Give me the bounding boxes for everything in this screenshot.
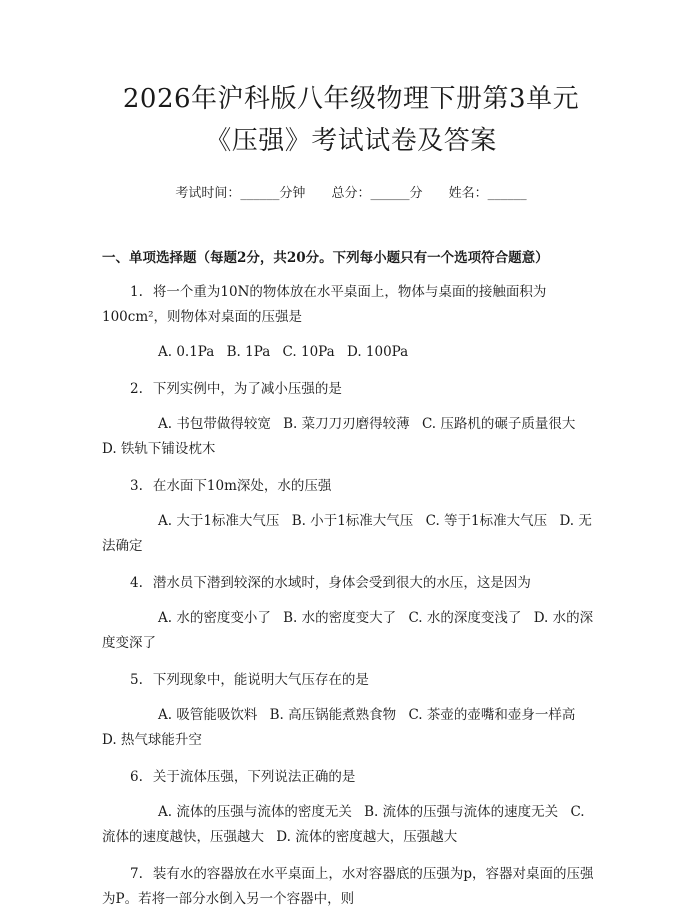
question-text: 将一个重为10N的物体放在水平桌面上，物体与桌面的接触面积为100cm²，则物体对桌面的压强是 [102, 284, 547, 325]
question-stem [102, 668, 600, 693]
question-number: 3. [130, 478, 143, 494]
name-field: 姓名：______ [448, 186, 527, 201]
question-number: 1. [130, 284, 143, 300]
total-score-field: 总分：______分 [331, 186, 423, 201]
option-b: B. 小于1标准大气压 [291, 513, 414, 529]
option-b: B. 菜刀刀刃磨得较薄 [283, 416, 410, 432]
option-b: B. 高压锅能煮熟食物 [269, 707, 397, 723]
question-list [102, 280, 600, 912]
option-a: A. 书包带做得较宽 [158, 416, 271, 432]
question-stem [102, 571, 600, 596]
question-stem [102, 280, 600, 330]
question-6 [102, 765, 600, 850]
question-text: 在水面下10m深处，水的压强 [152, 478, 332, 494]
question-1 [102, 280, 600, 365]
option-c: C. 水的深度变浅了 [408, 610, 522, 626]
option-d: D. 100Pa [346, 344, 409, 360]
option-a: A. 0.1Pa [158, 344, 215, 360]
option-b: B. 水的密度变大了 [283, 610, 397, 626]
question-options [102, 412, 600, 462]
question-stem [102, 377, 600, 402]
question-text: 潜水员下潜到较深的水域时，身体会受到很大的水压，这是因为 [152, 575, 531, 591]
option-c: C. 等于1标准大气压 [425, 513, 548, 529]
question-5 [102, 668, 600, 753]
question-number: 2. [130, 381, 143, 397]
option-d: D. 水的深度变深了 [102, 610, 594, 651]
option-d: D. 流体的密度越大，压强越大 [276, 829, 458, 845]
option-d: D. 热气球能升空 [102, 732, 202, 748]
question-number: 7. [130, 866, 143, 882]
question-options [102, 340, 600, 365]
question-number: 4. [130, 575, 143, 591]
question-text: 下列实例中，为了减小压强的是 [152, 381, 342, 397]
question-number: 6. [130, 769, 143, 785]
question-stem [102, 765, 600, 790]
option-c: C. 压路机的碾子质量很大 [421, 416, 576, 432]
option-c: C. 流体的速度越快，压强越大 [102, 804, 585, 845]
exam-time-field: 考试时间：______分钟 [175, 186, 306, 201]
option-b: B. 流体的压强与流体的速度无关 [364, 804, 559, 820]
option-a: A. 大于1标准大气压 [158, 513, 280, 529]
option-c: C. 10Pa [282, 344, 335, 360]
question-number: 5. [130, 672, 143, 688]
option-b: B. 1Pa [226, 344, 271, 360]
option-a: A. 吸管能吸饮料 [158, 707, 258, 723]
question-stem [102, 474, 600, 499]
question-4 [102, 571, 600, 656]
question-text: 装有水的容器放在水平桌面上，水对容器底的压强为p，容器对桌面的压强为P。若将一部分水倒入另一个容器中，则 [102, 866, 594, 907]
option-d: D. 铁轨下铺设枕木 [102, 441, 216, 457]
option-c: C. 茶壶的壶嘴和壶身一样高 [408, 707, 576, 723]
option-a: A. 流体的压强与流体的密度无关 [158, 804, 352, 820]
exam-info-line [102, 184, 600, 204]
question-2 [102, 377, 600, 462]
option-d: D. 无法确定 [102, 513, 592, 554]
option-a: A. 水的密度变小了 [158, 610, 271, 626]
question-options [102, 606, 600, 656]
question-3 [102, 474, 600, 559]
question-text: 下列现象中，能说明大气压存在的是 [152, 672, 369, 688]
question-text: 关于流体压强，下列说法正确的是 [152, 769, 356, 785]
question-options [102, 800, 600, 850]
question-options [102, 703, 600, 753]
document-title: 2026年沪科版八年级物理下册第3单元《压强》考试试卷及答案 [122, 84, 580, 156]
question-options [102, 509, 600, 559]
section-heading: 一、单项选择题（每题2分，共20分。下列每小题只有一个选项符合题意） [102, 250, 549, 266]
